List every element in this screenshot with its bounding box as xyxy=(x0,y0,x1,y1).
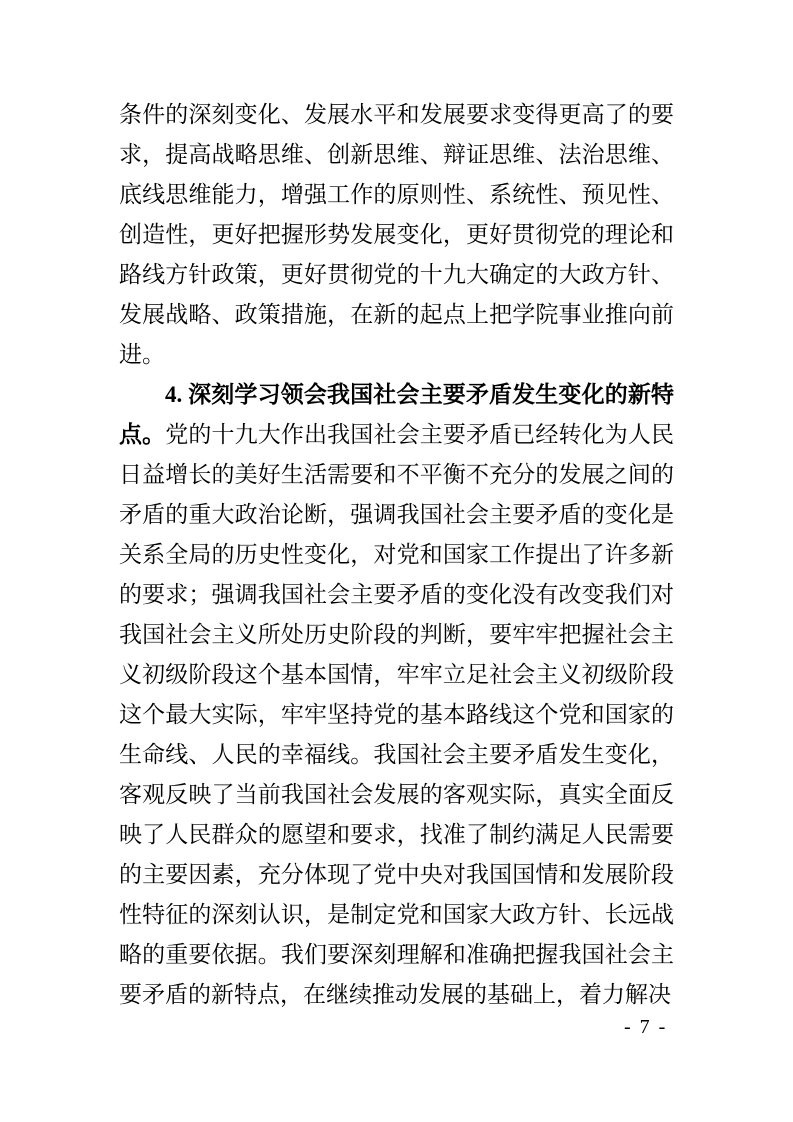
paragraph-continuation: 条件的深刻变化、发展水平和发展要求变得更高了的要求，提高战略思维、创新思维、辩证思维、法治思维、底线思维能力，增强工作的原则性、系统性、预见性、创造性，更好把握形势发展变化，更好贯彻党的理论和路线方针政策，更好贯彻党的十九大确定的大政方针、发展战略、政策措施，在新的起点上把学院事业推向前进。 xyxy=(119,102,674,367)
page-number: - 7 - xyxy=(624,1016,668,1038)
section-4-body-text: 党的十九大作出我国社会主要矛盾已经转化为人民日益增长的美好生活需要和不平衡不充分的发展之间的矛盾的重大政治论断，强调我国社会主要矛盾的变化是关系全局的历史性变化，对党和国家工作提出了许多新的要求；强调我国社会主要矛盾的变化没有改变我们对我国社会主义所处历史阶段的判断，要牢牢把握社会主义初级阶段这个基本国情，牢牢立足社会主义初级阶段这个最大实际，牢牢坚持党的基本路线这个党和国家的生命线、人民的幸福线。我国社会主要矛盾发生变化，客观反映了当前我国社会发展的客观实际，真实全面反映了人民群众的愿望和要求，找准了制约满足人民需要的主要因素，充分体现了党中央对我国国情和发展阶段性特征的深刻认识，是制定党和国家大政方针、长远战略的重要依据。我们要深刻理解和准确把握我国社会主要矛盾的新特点，在继续推动发展的基础上，着力解决 xyxy=(119,422,675,1007)
document-body xyxy=(119,95,674,1015)
section-4-heading-bold: 4. 深刻学习领会我国社会主要矛盾发生变化的新特点。 xyxy=(119,382,674,447)
paragraph-section-4 xyxy=(119,375,674,1015)
